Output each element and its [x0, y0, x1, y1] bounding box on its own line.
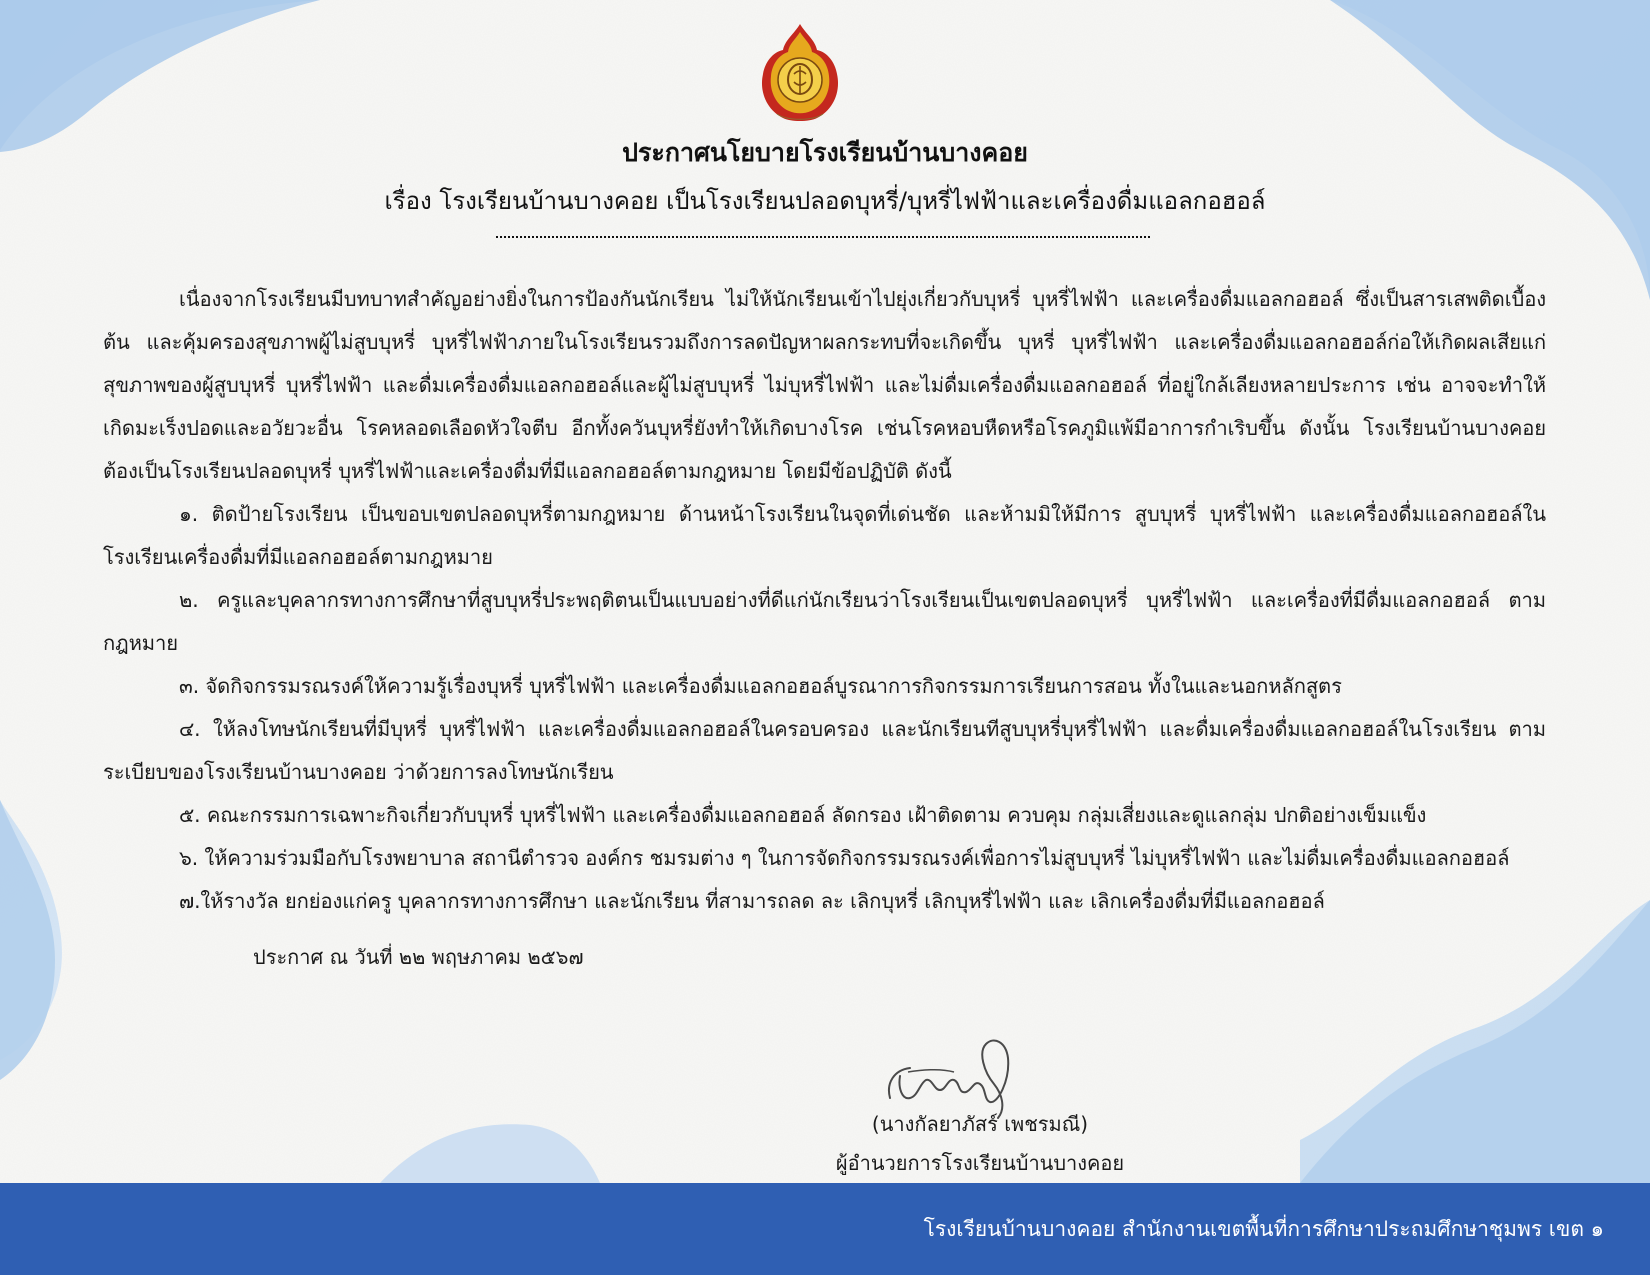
footer-bar	[0, 1183, 1650, 1275]
announcement-title: ประกาศนโยบายโรงเรียนบ้านบางคอย	[622, 138, 1028, 167]
announcement-subject: เรื่อง โรงเรียนบ้านบางคอย เป็นโรงเรียนปลอดบุหรี่/บุหรี่ไฟฟ้าและเครื่องดื่มแอลกอฮอล์	[384, 187, 1266, 215]
policy-item-1: ๑. ติดป้ายโรงเรียน เป็นขอบเขตปลอดบุหรี่ตามกฎหมาย ด้านหน้าโรงเรียนในจุดที่เด่นชัด และห้ามมิให้มีการ สูบบุหรี่ บุหรี่ไฟฟ้า และเครื่องดื่มแอลกอฮอล์ในโรงเรียนเครื่องดื่มที่มีแอลกอฮอล์ตามกฎหมาย	[103, 502, 1546, 569]
policy-item-4: ๔. ให้ลงโทษนักเรียนที่มีบุหรี่ บุหรี่ไฟฟ้า และเครื่องดื่มแอลกอฮอล์ในครอบครอง และนักเรียนทีสูบบุหรี่บุหรี่ไฟฟ้า และดื่มเครื่องดื่มแอลกอฮอล์ในโรงเรียน ตามระเบียบของโรงเรียนบ้านบางคอย ว่าด้วยการลงโทษนักเรียน	[103, 717, 1546, 784]
announcement-body	[103, 278, 1546, 923]
intro-paragraph: เนื่องจากโรงเรียนมีบทบาทสำคัญอย่างยิ่งในการป้องกันนักเรียน ไม่ให้นักเรียนเข้าไปยุ่งเกี่ยวกับบุหรี่ บุหรี่ไฟฟ้า และเครื่องดื่มแอลกอฮอล์ ซึ่งเป็นสารเสพติดเบื้องต้น และคุ้มครองสุขภาพผู้ไม่สูบบุหรี่ บุหรี่ไฟฟ้าภายในโรงเรียนรวมถึงการลดปัญหาผลกระทบที่จะเกิดขึ้น บุหรี่ บุหรี่ไฟฟ้า และเครื่องดื่มแอลกอฮอล์ก่อให้เกิดผลเสียแก่สุขภาพของผู้สูบบุหรี่ บุหรี่ไฟฟ้า และดื่มเครื่องดื่มแอลกอฮอล์และผู้ไม่สูบบุหรี่ ไม่บุหรี่ไฟฟ้า และไม่ดื่มเครื่องดื่มแอลกอฮอล์ ที่อยู่ใกล้เลียงหลายประการ เช่น อาจจะทำให้เกิดมะเร็งปอดและอวัยวะอื่น โรคหลอดเลือดหัวใจตีบ อีกทั้งควันบุหรี่ยังทำให้เกิดบางโรค เช่นโรคหอบหืดหรือโรคภูมิแพ้มีอาการกำเริบขึ้น ดังนั้น โรงเรียนบ้านบางคอย ต้องเป็นโรงเรียนปลอดบุหรี่ บุหรี่ไฟฟ้าและเครื่องดื่มที่มีแอลกอฮอล์ตามกฎหมาย โดยมีข้อปฏิบัติ ดังนี้	[103, 287, 1546, 483]
policy-item-5: ๕. คณะกรรมการเฉพาะกิจเกี่ยวกับบุหรี่ บุหรี่ไฟฟ้า และเครื่องดื่มแอลกอฮอล์ ลัดกรอง เฝ้าติดตาม ควบคุม กลุ่มเสี่ยงและดูแลกลุ่ม ปกติอย่างเข็มแข็ง	[179, 803, 1427, 827]
policy-item-7: ๗.ให้รางวัล ยกย่องแก่ครู บุคลากรทางการศึกษา และนักเรียน ที่สามารถลด ละ เลิกบุหรี่ เลิกบุหรี่ไฟฟ้า และ เลิกเครื่องดื่มที่มีแอลกอฮอล์	[179, 889, 1325, 913]
footer-text: โรงเรียนบ้านบางคอย สำนักงานเขตพื้นที่การศึกษาประถมศึกษาชุมพร เขต ๑	[923, 1217, 1604, 1241]
policy-item-6: ๖. ให้ความร่วมมือกับโรงพยาบาล สถานีตำรวจ องค์กร ชมรมต่าง ๆ ในการจัดกิจกรรมรณรงค์เพื่อการไม่สูบบุหรี่ ไม่บุหรี่ไฟฟ้า และไม่ดื่มเครื่องดื่มแอลกอฮอล์	[179, 846, 1510, 870]
dotted-separator	[496, 236, 1150, 238]
signatory-name: (นางกัลยาภัสร์ เพชรมณี)	[871, 1112, 1089, 1136]
announcement-date: ประกาศ ณ วันที่ ๒๒ พฤษภาคม ๒๕๖๗	[253, 945, 584, 969]
school-emblem-logo	[757, 22, 843, 124]
policy-item-2: ๒. ครูและบุคลากรทางการศึกษาที่สูบบุหรี่ประพฤติตนเป็นแบบอย่างที่ดีแก่นักเรียนว่าโรงเรียนเป็นเขตปลอดบุหรี่ บุหรี่ไฟฟ้า และเครื่องที่มีดื่มแอลกอฮอล์ ตามกฎหมาย	[103, 588, 1546, 655]
signatory-position: ผู้อำนวยการโรงเรียนบ้านบางคอย	[835, 1151, 1125, 1175]
policy-item-3: ๓. จัดกิจกรรมรณรงค์ให้ความรู้เรื่องบุหรี่ บุหรี่ไฟฟ้า และเครื่องดื่มแอลกอฮอล์บูรณาการกิจกรรมการเรียนการสอน ทั้งในและนอกหลักสูตร	[179, 674, 1342, 698]
